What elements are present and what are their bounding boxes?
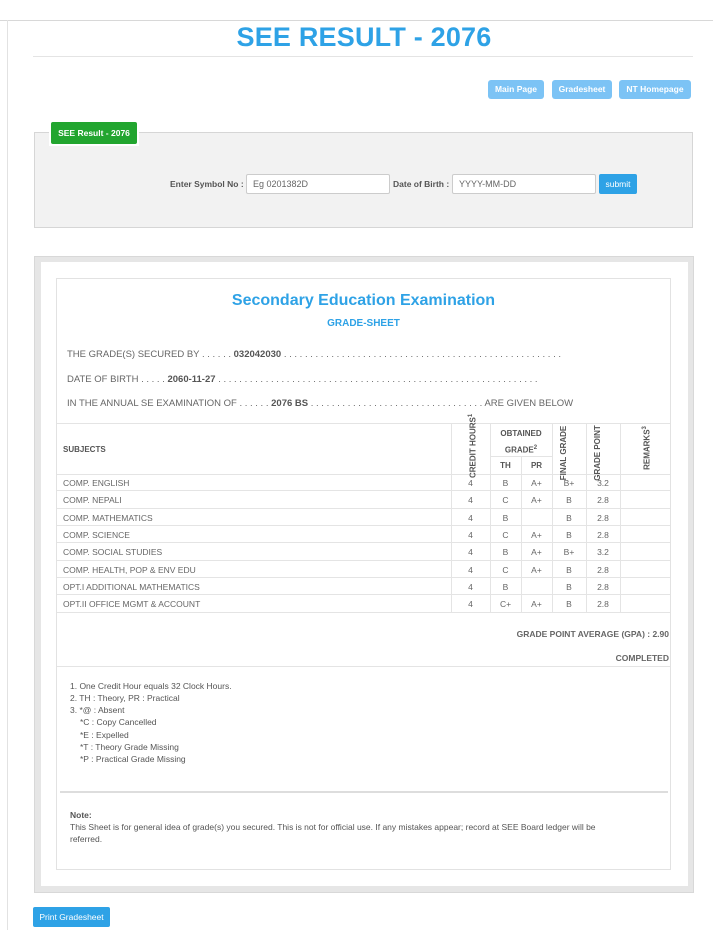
- grade-point: 2.8: [597, 513, 609, 523]
- pr-grade: A+: [531, 547, 542, 557]
- info-prefix: DATE OF BIRTH . . . . .: [67, 374, 165, 385]
- pr-grade: A+: [531, 565, 542, 575]
- row-rule: [57, 508, 670, 509]
- footnote: *C : Copy Cancelled: [80, 717, 157, 727]
- left-rule: [7, 20, 8, 930]
- pr-grade: A+: [531, 599, 542, 609]
- row-rule: [57, 542, 670, 543]
- grade-point: 3.2: [597, 478, 609, 488]
- row-rule: [57, 594, 670, 595]
- grade-point: 2.8: [597, 565, 609, 575]
- form-legend: SEE Result - 2076: [51, 122, 137, 144]
- obtained-sup: 2: [533, 445, 538, 451]
- table-bottom-rule: [57, 612, 670, 613]
- print-gradesheet-button[interactable]: Print Gradesheet: [33, 907, 110, 927]
- final-grade: B: [566, 495, 572, 505]
- grade-point: 3.2: [597, 547, 609, 557]
- th-grade: B: [502, 513, 509, 523]
- credit-hours: 4: [468, 530, 473, 540]
- note-title: Note:: [70, 810, 92, 820]
- credit-hours: 4: [468, 547, 473, 557]
- th-grade: C: [502, 495, 509, 505]
- credit-hours: 4: [468, 513, 473, 523]
- subject-name: COMP. ENGLISH: [63, 478, 130, 488]
- info-line-name: [67, 349, 561, 360]
- pr-grade: A+: [531, 530, 542, 540]
- dob-input[interactable]: YYYY-MM-DD: [452, 174, 596, 194]
- main-page-button[interactable]: Main Page: [488, 80, 544, 99]
- th-grade: B: [502, 478, 509, 488]
- row-rule: [57, 577, 670, 578]
- final-grade: B: [566, 599, 572, 609]
- row-rule: [57, 560, 670, 561]
- grade-point: 2.8: [597, 495, 609, 505]
- grade-point: 2.8: [597, 530, 609, 540]
- top-bar: [0, 0, 713, 21]
- credit-hours-header: [466, 413, 478, 478]
- final-grade: B: [566, 513, 572, 523]
- row-rule: [57, 490, 670, 491]
- page-title: SEE RESULT - 2076: [236, 22, 492, 52]
- remarks-sup: 3: [642, 426, 648, 430]
- obtained-grade-text: OBTAINED GRADE: [500, 429, 542, 455]
- title-divider: [33, 56, 693, 57]
- credit-hours: 4: [468, 478, 473, 488]
- note-divider: [60, 791, 668, 793]
- summary-rule: [57, 666, 670, 667]
- pr-grade: A+: [531, 478, 542, 488]
- footnote: 2. TH : Theory, PR : Practical: [70, 693, 180, 703]
- subject-name: COMP. NEPALI: [63, 495, 122, 505]
- th-grade: B: [502, 582, 509, 592]
- remarks-text: REMARKS: [642, 429, 652, 470]
- final-grade: B+: [563, 478, 575, 488]
- subject-name: COMP. HEALTH, POP & ENV EDU: [63, 565, 196, 575]
- date-of-birth: 2060-11-27: [167, 374, 216, 385]
- credit-hours: 4: [468, 495, 473, 505]
- gradesheet-button[interactable]: Gradesheet: [552, 80, 612, 99]
- footnote: *E : Expelled: [80, 730, 129, 740]
- info-dots: . . . . . . . . . . . . . . . . . . . . . . . . . . . . . . . . . . . . . . . . . . . . . . . . . . . . . . . . . . . . .: [218, 374, 538, 385]
- final-grade: B+: [563, 547, 575, 557]
- credit-hours-text: CREDIT HOURS: [468, 417, 478, 478]
- pr-header: PR: [530, 461, 543, 470]
- subject-name: OPT.I ADDITIONAL MATHEMATICS: [63, 582, 200, 592]
- th-header: TH: [500, 461, 511, 470]
- subject-name: OPT.II OFFICE MGMT & ACCOUNT: [63, 599, 201, 609]
- credit-hours: 4: [468, 565, 473, 575]
- grade-point: 2.8: [597, 582, 609, 592]
- info-dots: . . . . . . . . . . . . . . . . . . . . . . . . . . . . . . . . .: [310, 398, 483, 409]
- final-grade: B: [566, 565, 572, 575]
- th-grade: C+: [499, 599, 512, 609]
- credit-sup: 1: [468, 413, 474, 418]
- footnote: 1. One Credit Hour equals 32 Clock Hours.: [70, 681, 232, 691]
- info-line-dob: [67, 374, 538, 385]
- credit-hours: 4: [468, 582, 473, 592]
- subjects-header: SUBJECTS: [63, 445, 106, 454]
- final-grade: B: [566, 530, 572, 540]
- subject-name: COMP. MATHEMATICS: [63, 513, 153, 523]
- remarks-header: [640, 418, 650, 478]
- col-rule: [620, 423, 621, 612]
- th-grade: B: [502, 547, 509, 557]
- subject-name: COMP. SCIENCE: [63, 530, 130, 540]
- exam-year: 2076 BS: [271, 398, 309, 409]
- footnote: *P : Practical Grade Missing: [80, 754, 186, 764]
- sheet-subtitle: GRADE-SHEET: [327, 318, 400, 329]
- credit-hours: 4: [468, 599, 473, 609]
- symbol-number: 032042030: [233, 349, 282, 360]
- sheet-title: Secondary Education Examination: [231, 292, 496, 309]
- info-prefix: IN THE ANNUAL SE EXAMINATION OF . . . . . .: [67, 398, 269, 409]
- footnote: *T : Theory Grade Missing: [80, 742, 179, 752]
- pr-grade: A+: [531, 495, 542, 505]
- subject-name: COMP. SOCIAL STUDIES: [63, 547, 163, 557]
- th-grade: C: [502, 530, 509, 540]
- info-prefix: THE GRADE(S) SECURED BY . . . . . .: [67, 349, 231, 360]
- obtained-grade-header: [490, 427, 552, 458]
- th-grade: C: [502, 565, 509, 575]
- grade-point-header: GRADE POINT: [593, 425, 602, 481]
- info-suffix: ARE GIVEN BELOW: [484, 398, 574, 409]
- note-text: This Sheet is for general idea of grade(s) you secured. This is not for official use. If any mistakes appear; record at SEE Board ledger will be: [70, 822, 596, 832]
- grade-point: 2.8: [597, 599, 609, 609]
- status: COMPLETED: [615, 653, 669, 663]
- footnote: 3. *@ : Absent: [70, 705, 125, 715]
- row-rule: [57, 525, 670, 526]
- gpa: GRADE POINT AVERAGE (GPA) : 2.90: [516, 629, 669, 639]
- final-grade-header: FINAL GRADE: [559, 425, 568, 481]
- nt-homepage-button[interactable]: NT Homepage: [619, 80, 691, 99]
- symbol-label: Enter Symbol No :: [170, 179, 244, 189]
- dob-label: Date of Birth :: [393, 179, 450, 189]
- info-line-exam: [67, 398, 573, 409]
- submit-button[interactable]: submit: [599, 174, 637, 194]
- final-grade: B: [566, 582, 572, 592]
- info-dots: . . . . . . . . . . . . . . . . . . . . . . . . . . . . . . . . . . . . . . . . . . . . . . . . . . . . .: [283, 349, 561, 360]
- note-text-cont: referred.: [70, 834, 103, 844]
- symbol-input[interactable]: Eg 0201382D: [246, 174, 390, 194]
